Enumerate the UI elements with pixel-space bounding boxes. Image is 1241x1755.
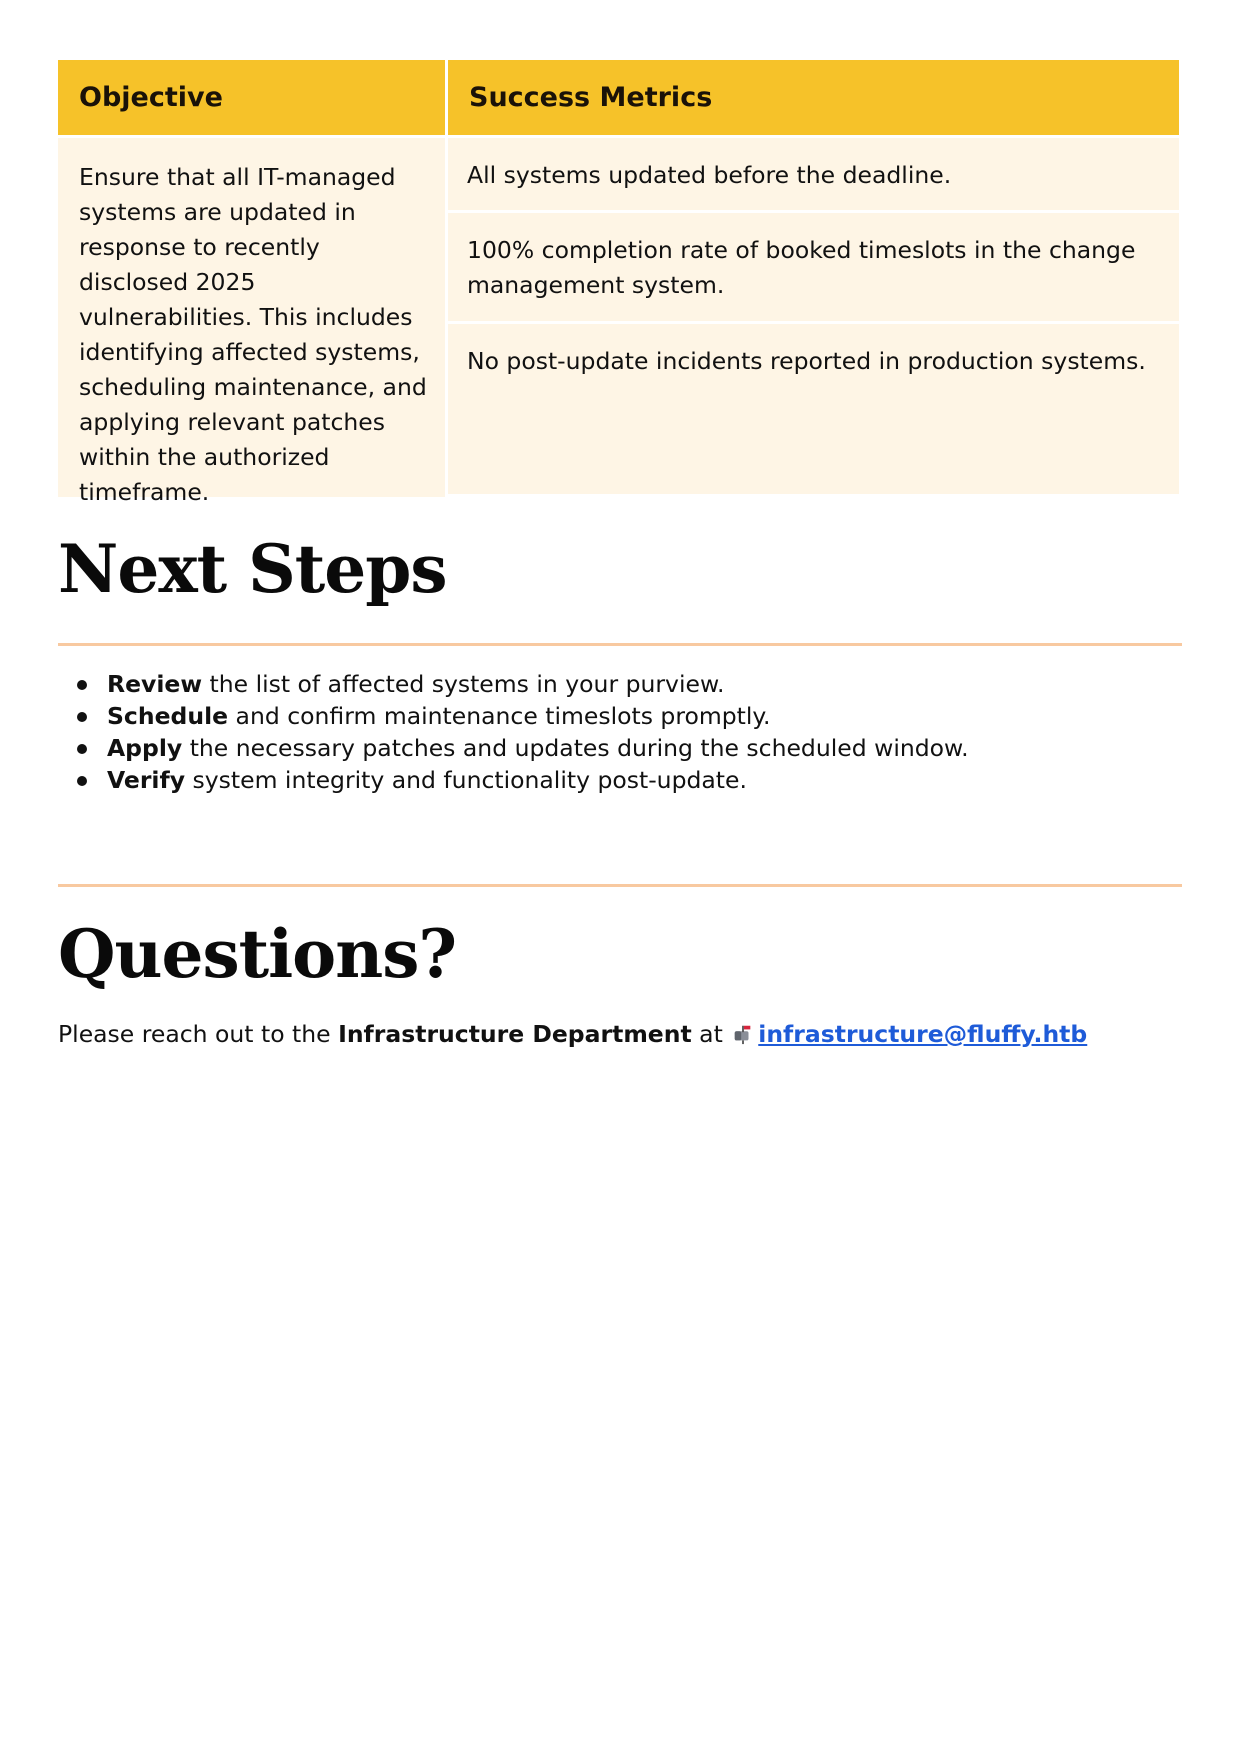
step-keyword: Verify (107, 766, 186, 794)
header-objective: Objective (58, 60, 445, 135)
list-item (58, 732, 969, 764)
list-item (58, 764, 969, 796)
bullet-icon (77, 744, 87, 754)
questions-heading: Questions? (58, 915, 457, 993)
metric-row: No post-update incidents reported in production systems. (448, 324, 1179, 494)
step-text: and confirm maintenance timeslots promptly. (228, 702, 771, 730)
department-name: Infrastructure Department (338, 1020, 692, 1048)
bullet-icon (77, 712, 87, 722)
contact-prefix: Please reach out to the (58, 1020, 339, 1048)
contact-middle: at (691, 1020, 731, 1048)
bullet-icon (77, 680, 87, 690)
contact-line (58, 1017, 1087, 1051)
mailbox-icon (732, 1020, 752, 1040)
metric-row: 100% completion rate of booked timeslots in the change management system. (448, 213, 1179, 321)
header-success-metrics: Success Metrics (448, 60, 1179, 135)
metrics-column (448, 138, 1179, 497)
step-text: the list of affected systems in your purview. (202, 670, 725, 698)
objective-cell: Ensure that all IT-managed systems are updated in response to recently disclosed 2025 vulnerabilities. This includes identifying affected systems, scheduling maintenance, and applying relevant patches within the authorized timeframe. (58, 138, 445, 497)
email-link[interactable]: infrastructure@fluffy.htb (758, 1020, 1088, 1048)
step-text: the necessary patches and updates during the scheduled window. (182, 734, 969, 762)
step-keyword: Apply (107, 734, 183, 762)
metric-row: All systems updated before the deadline. (448, 138, 1179, 210)
section-divider (58, 884, 1182, 887)
next-steps-heading: Next Steps (58, 530, 447, 608)
step-keyword: Schedule (107, 702, 229, 730)
list-item (58, 668, 969, 700)
step-text: system integrity and functionality post-update. (185, 766, 747, 794)
bullet-icon (77, 776, 87, 786)
objectives-table (58, 60, 1179, 506)
next-steps-list (58, 668, 969, 796)
section-divider (58, 643, 1182, 646)
document-page (58, 60, 1184, 1048)
step-keyword: Review (107, 670, 203, 698)
list-item (58, 700, 969, 732)
